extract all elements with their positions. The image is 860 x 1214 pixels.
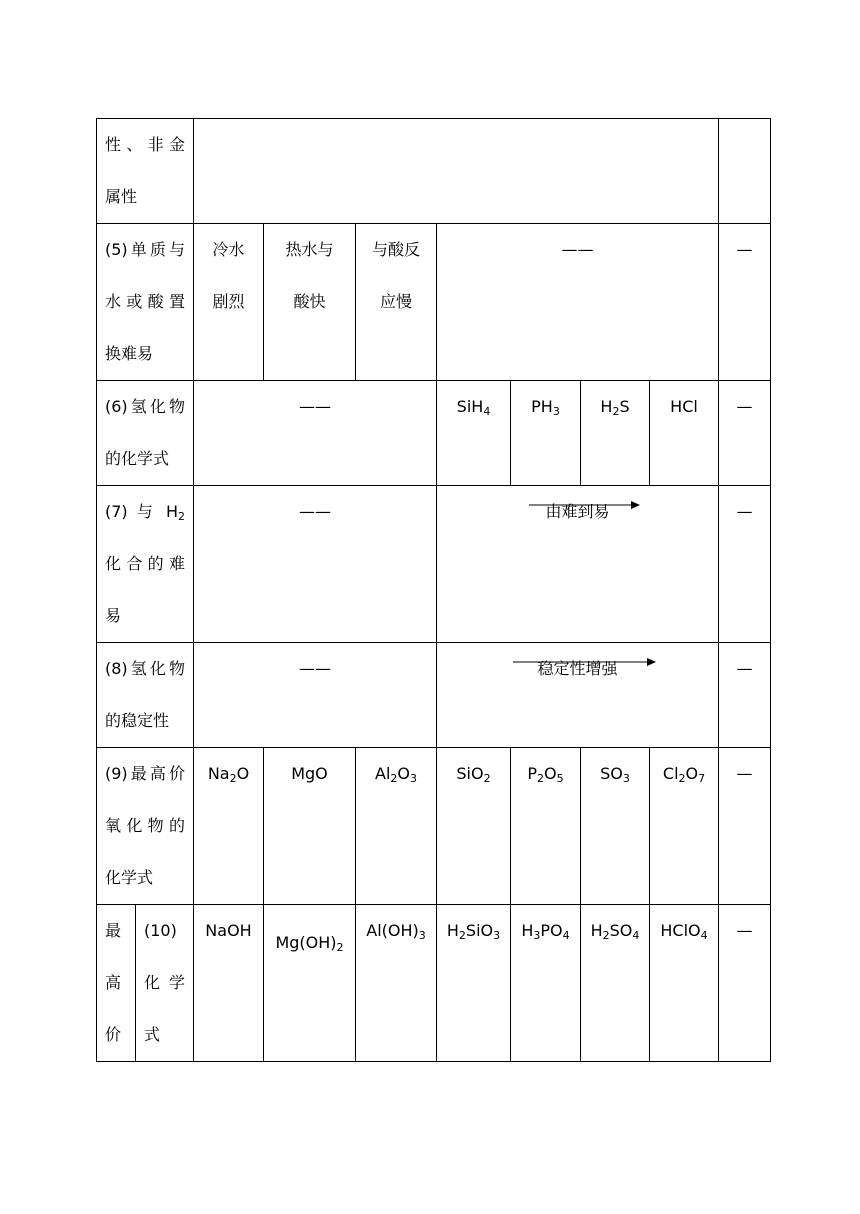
formula-subscript: 3 (552, 405, 560, 418)
formula-cell (194, 748, 264, 905)
formula-subscript: 3 (533, 929, 541, 942)
label-line: (9)最高价 (105, 764, 185, 783)
cell-al-reaction (356, 224, 437, 381)
cell-line: 酸快 (293, 292, 326, 311)
formula-text: PH (531, 397, 553, 416)
row-hydroxide-formula (97, 905, 771, 1062)
dash-cell: — (719, 381, 771, 486)
formula-text: SO (609, 921, 633, 940)
periodic-properties-table (96, 118, 771, 1062)
formula-cell (264, 905, 356, 1062)
formula-cell (264, 748, 356, 905)
label-text: (7) 与 H (105, 502, 178, 521)
formula-cell (581, 748, 650, 905)
dash-cell: —— (194, 643, 437, 748)
formula-subscript: 4 (632, 929, 640, 942)
label-subscript: 2 (178, 510, 185, 523)
formula-subscript: 4 (483, 405, 491, 418)
formula-cell (437, 381, 511, 486)
row-label (97, 748, 194, 905)
label-line: 性、非金 (105, 135, 185, 154)
formula-subscript: 2 (336, 941, 344, 954)
formula-subscript: 2 (612, 405, 620, 418)
dash-cell: — (719, 224, 771, 381)
formula-text: Na (207, 764, 230, 783)
formula-text: SiO (465, 921, 494, 940)
row-label (97, 119, 194, 224)
label-line: 的化学式 (105, 449, 170, 468)
label-line: 化合的难 (105, 554, 185, 573)
label-line: 易 (105, 606, 122, 625)
formula-subscript: 3 (493, 929, 501, 942)
formula-cell (511, 381, 581, 486)
formula-cell (650, 748, 719, 905)
label-line: 最 (105, 921, 122, 940)
formula-text: Mg(OH) (275, 933, 337, 952)
formula-subscript: 3 (622, 772, 630, 785)
formula-cell (511, 905, 581, 1062)
formula-subscript: 5 (556, 772, 564, 785)
formula-text: PO (540, 921, 563, 940)
formula-subscript: 2 (678, 772, 686, 785)
cell-line: 剧烈 (212, 292, 245, 311)
cell-line: 热水与 (285, 240, 334, 259)
formula-subscript: 4 (562, 929, 570, 942)
formula-subscript: 2 (390, 772, 398, 785)
label-line: 的稳定性 (105, 711, 170, 730)
label-line: (5)单质与 (105, 240, 185, 259)
label-line: 式 (144, 1025, 161, 1044)
formula-text: O (397, 764, 410, 783)
row-hydride-stability (97, 643, 771, 748)
row-metal-nonmetal (97, 119, 771, 224)
row-label (97, 486, 194, 643)
formula-text: SO (600, 764, 623, 783)
cell-line: 冷水 (212, 240, 245, 259)
formula-text: H (590, 921, 603, 940)
label-line: 氧化物的 (105, 816, 185, 835)
row-displacement (97, 224, 771, 381)
dash-cell: — (719, 748, 771, 905)
formula-text: SiH (456, 397, 484, 416)
dash-cell: — (719, 905, 771, 1062)
row-label-group (97, 905, 136, 1062)
formula-subscript: 2 (458, 929, 466, 942)
formula-cell (650, 381, 719, 486)
formula-text: NaOH (205, 921, 252, 940)
label-line: 化学 (144, 973, 185, 992)
label-line: (8)氢化物 (105, 659, 185, 678)
row-label (136, 905, 194, 1062)
formula-text: HClO (660, 921, 701, 940)
label-line: 化学式 (105, 868, 154, 887)
formula-subscript: 7 (698, 772, 706, 785)
label-line: 水或酸置 (105, 292, 185, 311)
trend-text: 稳定性增强 (537, 659, 618, 678)
formula-cell (356, 748, 437, 905)
dash-cell: —— (194, 486, 437, 643)
label-line (105, 486, 185, 538)
formula-text: HCl (670, 397, 698, 416)
row-label (97, 643, 194, 748)
trend-cell (437, 486, 719, 643)
row-hydride-formula (97, 381, 771, 486)
row-label (97, 381, 194, 486)
dash-cell: — (719, 486, 771, 643)
formula-subscript: 4 (700, 929, 708, 942)
formula-text: S (619, 397, 630, 416)
formula-cell (650, 905, 719, 1062)
formula-subscript: 3 (409, 772, 417, 785)
formula-cell (511, 748, 581, 905)
cell-line: 应慢 (379, 292, 412, 311)
formula-text: MgO (291, 764, 328, 783)
label-line: 属性 (105, 187, 138, 206)
formula-cell (356, 905, 437, 1062)
label-line: (6)氢化物 (105, 397, 185, 416)
trend-text: 由难到易 (545, 502, 610, 521)
dash-cell: —— (437, 224, 719, 381)
label-line: (10) (144, 921, 177, 940)
row-oxide-formula (97, 748, 771, 905)
formula-text: Al (375, 764, 391, 783)
label-line: 换难易 (105, 344, 154, 363)
formula-text: SiO (456, 764, 484, 783)
formula-text: Cl (662, 764, 679, 783)
formula-subscript: 2 (602, 929, 610, 942)
formula-cell (437, 748, 511, 905)
dash-cell: — (719, 643, 771, 748)
formula-subscript: 2 (537, 772, 545, 785)
formula-text: H (446, 921, 459, 940)
dash-cell: —— (194, 381, 437, 486)
cell-mg-reaction (264, 224, 356, 381)
empty-cell (719, 119, 771, 224)
formula-text: H (521, 921, 534, 940)
trend-arrow-group (437, 486, 718, 538)
formula-subscript: 3 (418, 929, 426, 942)
formula-cell (194, 905, 264, 1062)
formula-text: P (527, 764, 538, 783)
trend-arrow-group (437, 643, 718, 695)
cell-na-reaction (194, 224, 264, 381)
label-line: 高 (105, 973, 122, 992)
formula-subscript: 2 (483, 772, 491, 785)
formula-subscript: 2 (229, 772, 237, 785)
row-h2-combination (97, 486, 771, 643)
label-line: 价 (105, 1025, 122, 1044)
formula-cell (581, 381, 650, 486)
empty-cell (194, 119, 719, 224)
formula-text: Al(OH) (366, 921, 419, 940)
cell-line: 与酸反 (371, 240, 420, 259)
formula-cell (437, 905, 511, 1062)
formula-text: O (685, 764, 699, 783)
row-label (97, 224, 194, 381)
formula-text: O (236, 764, 250, 783)
formula-text: H (600, 397, 613, 416)
formula-text: O (544, 764, 557, 783)
formula-cell (581, 905, 650, 1062)
trend-cell (437, 643, 719, 748)
